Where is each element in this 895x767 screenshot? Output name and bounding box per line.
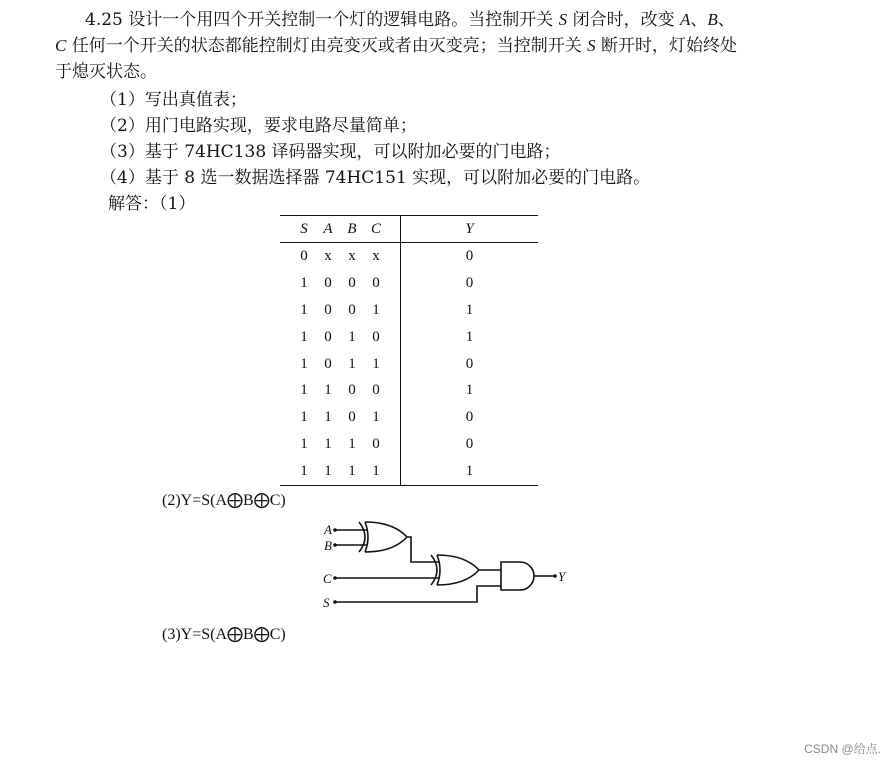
separator: 、 (690, 10, 708, 30)
input-value: 1 (300, 328, 308, 345)
output-value: 0 (465, 355, 474, 372)
input-cell (280, 270, 401, 297)
label-a: A (324, 522, 332, 537)
input-value: x (372, 247, 380, 264)
watermark: CSDN @给点. (804, 742, 881, 756)
input-value: 1 (324, 409, 332, 426)
label-c: C (323, 571, 332, 586)
input-value: 1 (348, 463, 356, 480)
input-cell (280, 324, 401, 351)
table-row (280, 270, 538, 297)
question-3: （3）基于 74HC138 译码器实现，可以附加必要的门电路； (100, 142, 561, 162)
var-b: B (707, 10, 718, 29)
output-value: 1 (465, 301, 474, 318)
formula-3: (3)Y=S(A⨁B⨁C) (162, 626, 286, 643)
input-cell (280, 431, 401, 458)
input-value: 0 (372, 274, 380, 291)
xor1-body (365, 522, 407, 552)
input-value: 1 (300, 382, 308, 399)
input-value: 1 (300, 436, 308, 453)
problem-text: 4.25 设计一个用四个开关控制一个灯的逻辑电路。当控制开关 (85, 10, 559, 30)
truth-table (280, 215, 538, 486)
input-value: 1 (324, 463, 332, 480)
label-s: S (323, 595, 330, 610)
input-cell (280, 243, 401, 270)
var-s: S (558, 10, 568, 29)
input-value: x (348, 247, 356, 264)
output-value: 1 (465, 328, 474, 345)
table-row (280, 404, 538, 431)
problem-text: 闭合时，改变 (567, 10, 680, 30)
input-value: 0 (372, 382, 380, 399)
input-cell (280, 458, 401, 485)
separator: 、 (717, 10, 735, 30)
input-value: 0 (348, 301, 356, 318)
output-value: 0 (465, 274, 474, 291)
xor1-back-curve (359, 522, 365, 552)
input-value: 0 (324, 274, 332, 291)
question-4: （4）基于 8 选一数据选择器 74HC151 实现，可以附加必要的门电路。 (100, 168, 651, 188)
problem-line-1 (85, 8, 735, 32)
input-value: 1 (348, 436, 356, 453)
problem-text: 断开时，灯始终处 (595, 36, 738, 56)
answer-label: 解答：（1） (108, 194, 196, 214)
table-row (280, 458, 538, 485)
header-y: Y (401, 216, 539, 243)
output-value: 1 (465, 382, 474, 399)
input-value: 1 (300, 409, 308, 426)
table-header-row (280, 216, 538, 243)
table-row (280, 243, 538, 270)
header-a: A (323, 220, 333, 237)
problem-line-2 (55, 34, 737, 58)
header-c: C (370, 220, 381, 237)
input-value: 1 (324, 436, 332, 453)
table-row (280, 377, 538, 404)
var-c: C (55, 36, 67, 55)
input-value: 0 (348, 409, 356, 426)
output-value: 0 (465, 247, 474, 264)
input-value: 1 (300, 274, 308, 291)
xor2-body (437, 555, 479, 585)
label-y: Y (558, 569, 566, 584)
header-b: B (347, 220, 357, 237)
problem-text: 任何一个开关的状态都能控制灯由亮变灭或者由灭变亮；当控制开关 (66, 36, 588, 56)
input-cell (280, 404, 401, 431)
table-row (280, 351, 538, 378)
input-cell (280, 351, 401, 378)
input-value: x (324, 247, 332, 264)
input-value: 0 (348, 382, 356, 399)
input-value: 0 (324, 355, 332, 372)
input-value: 1 (324, 382, 332, 399)
input-value: 1 (348, 328, 356, 345)
input-value: 1 (372, 301, 380, 318)
formula-2: (2)Y=S(A⨁B⨁C) (162, 492, 286, 509)
output-value: 0 (465, 436, 474, 453)
input-value: 0 (372, 436, 380, 453)
input-value: 0 (324, 301, 332, 318)
header-s: S (300, 220, 308, 237)
input-value: 0 (372, 328, 380, 345)
output-value: 0 (465, 409, 474, 426)
problem-line-3: 于熄灭状态。 (55, 62, 157, 82)
input-value: 0 (300, 247, 308, 264)
var-s: S (587, 36, 596, 55)
table-row (280, 324, 538, 351)
question-2: （2）用门电路实现，要求电路尽量简单； (100, 116, 417, 136)
table-row (280, 297, 538, 324)
input-value: 1 (372, 409, 380, 426)
and-gate (501, 562, 534, 590)
var-a: A (679, 10, 691, 29)
input-value: 1 (372, 463, 380, 480)
question-1: （1）写出真值表； (100, 90, 247, 110)
input-value: 1 (348, 355, 356, 372)
input-cell (280, 377, 401, 404)
output-value: 1 (465, 463, 474, 480)
input-value: 1 (300, 463, 308, 480)
input-value: 1 (372, 355, 380, 372)
logic-circuit-diagram (315, 512, 605, 617)
label-b: B (324, 538, 332, 553)
input-value: 1 (300, 301, 308, 318)
input-cell (280, 297, 401, 324)
input-value: 0 (324, 328, 332, 345)
xor2-back-curve (431, 555, 437, 585)
wire-s (335, 586, 501, 602)
input-value: 0 (348, 274, 356, 291)
table-row (280, 431, 538, 458)
input-value: 1 (300, 355, 308, 372)
